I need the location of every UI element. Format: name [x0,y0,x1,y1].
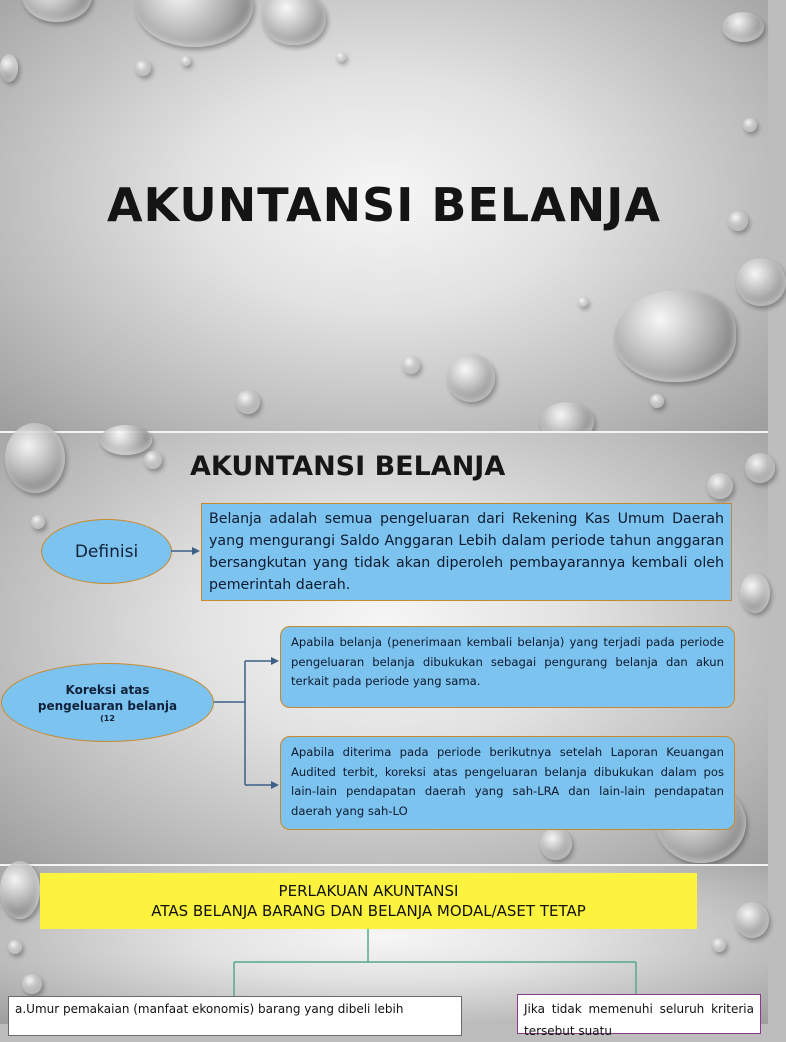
slide-title: AKUNTANSI BELANJA [190,451,506,482]
water-drop [402,356,420,374]
koreksi-label-line2: pengeluaran belanja [37,698,178,713]
case-box-next-period: Apabila diterima pada periode berikutnya setelah Laporan Keuangan Audited terbit, koreksi atas pengeluaran belanja dibukukan dalam pos lain-lain pendapatan daerah yang sah-LRA dan lain-lain pendapatan daerah yang sah-LO [280,736,735,830]
slide-title: AKUNTANSI BELANJA [106,178,662,232]
water-drop [743,118,757,132]
title-slide [0,0,768,431]
water-drop [0,54,18,82]
water-drop [578,297,588,307]
definition-box: Belanja adalah semua pengeluaran dari Rekening Kas Umum Daerah yang mengurangi Saldo Anggaran Lebih dalam periode tahun anggaran bersangkutan yang tidak akan diperoleh pembayarannya kembali oleh pemerintah daerah. [201,503,732,601]
water-drop [447,354,495,402]
section-heading [40,873,697,929]
definisi-ellipse [41,519,172,584]
water-drop [181,56,191,66]
water-drop [650,394,664,408]
criteria-box-left: a.Umur pemakaian (manfaat ekonomis) barang yang dibeli lebih [8,996,462,1036]
water-drop [236,390,260,414]
water-drop [712,938,726,952]
water-drop [740,573,770,613]
definition-slide [0,433,768,864]
water-drop [736,258,786,306]
water-drop [31,515,45,529]
water-drop [707,473,733,499]
koreksi-ellipse [1,663,214,742]
water-drop [5,423,65,493]
definisi-label: Definisi [74,541,139,562]
water-drop [262,0,326,45]
water-drop [144,451,162,469]
water-drop [336,52,346,62]
water-drop [722,12,764,42]
water-drop [735,902,769,938]
koreksi-label-line3: (12 [100,713,115,723]
water-drop [22,974,42,994]
criteria-box-right: Jika tidak memenuhi seluruh kriteria tersebut suatu [517,994,761,1034]
water-drop [745,453,775,483]
water-drop [100,425,152,455]
water-drop [135,60,151,76]
heading-line1: PERLAKUAN AKUNTANSI [278,882,459,900]
water-drop [8,940,22,954]
treatment-slide [0,866,768,1038]
water-drop [540,828,572,860]
water-drop [0,861,40,919]
heading-line2: ATAS BELANJA BARANG DAN BELANJA MODAL/ASET TETAP [151,902,586,920]
water-drop [135,0,253,47]
water-drop [22,0,92,22]
koreksi-label-line1: Koreksi atas [65,682,150,697]
water-drop [614,290,736,382]
case-box-same-period: Apabila belanja (penerimaan kembali belanja) yang terjadi pada periode pengeluaran belanja dibukukan sebagai pengurang belanja dan akun terkait pada periode yang sama. [280,626,735,708]
